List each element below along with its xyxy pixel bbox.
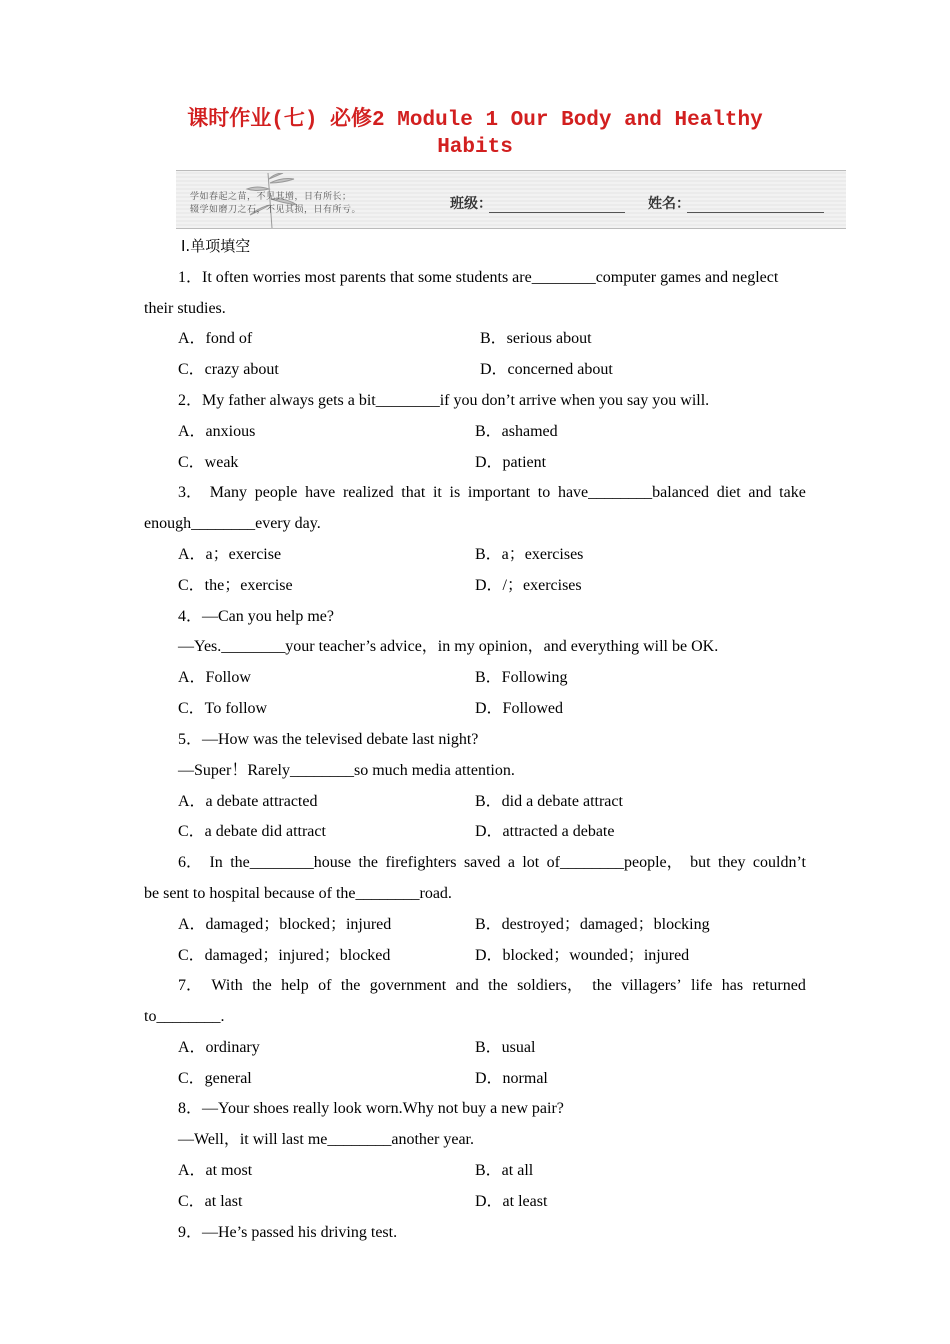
- stem-word: of: [318, 977, 332, 994]
- stem-word: important: [467, 484, 531, 501]
- option: C．at last: [178, 1193, 243, 1210]
- question-stem-justified: [178, 976, 806, 996]
- option: A．ordinary: [178, 1039, 260, 1056]
- banner-motto-line2: 辍学如磨刀之石，不见其损，日有所亏。: [190, 205, 362, 215]
- option: A．anxious: [178, 423, 256, 440]
- stem-word: couldn’t: [752, 854, 806, 871]
- stem-word: to: [537, 484, 551, 501]
- option: A．damaged；blocked；injured: [178, 916, 392, 933]
- banner-motto: [190, 191, 361, 217]
- banner-motto-line1: 学如春起之苗，不见其增，日有所长；: [190, 192, 352, 202]
- question-stem: —Well，it will last me________another year.: [178, 1131, 474, 1148]
- stem-word: people: [254, 484, 298, 501]
- option: A．Follow: [178, 669, 251, 686]
- stem-word: and: [455, 977, 479, 994]
- option: C．weak: [178, 454, 239, 471]
- question-stem: be sent to hospital because of the________road.: [144, 885, 452, 902]
- name-label: 姓名：: [648, 196, 690, 212]
- option: B．ashamed: [475, 423, 558, 440]
- stem-word: 6．: [178, 854, 203, 871]
- stem-word: life: [691, 977, 713, 994]
- stem-word: diet: [716, 484, 741, 501]
- stem-word: the: [252, 977, 272, 994]
- stem-word: soldiers，: [517, 977, 583, 994]
- section-heading: Ⅰ.单项填空: [181, 237, 251, 255]
- stem-word: that: [401, 484, 426, 501]
- question-stem: enough________every day.: [144, 515, 321, 532]
- question-stem: 4．—Can you help me?: [178, 608, 334, 625]
- name-field[interactable]: [687, 212, 824, 213]
- stem-word: has: [721, 977, 744, 994]
- stem-word: saved: [463, 854, 501, 871]
- question-stem: 9．—He’s passed his driving test.: [178, 1224, 398, 1241]
- option: B．at all: [475, 1162, 534, 1179]
- question-stem: 5．—How was the televised debate last night?: [178, 731, 479, 748]
- option: B．a；exercises: [475, 546, 584, 563]
- option: D．blocked；wounded；injured: [475, 947, 690, 964]
- stem-word: but: [690, 854, 711, 871]
- question-stem: to________.: [144, 1008, 225, 1025]
- option: A．fond of: [178, 330, 253, 347]
- question-stem-justified: [178, 853, 806, 873]
- option: B．usual: [475, 1039, 536, 1056]
- option: B．did a debate attract: [475, 793, 623, 810]
- option: C．a debate did attract: [178, 823, 326, 840]
- stem-word: is: [449, 484, 461, 501]
- stem-word: 7．: [178, 977, 203, 994]
- question-stem: 8．—Your shoes really look worn.Why not buy a new pair?: [178, 1100, 564, 1117]
- question-stem: 1．It often worries most parents that some students are________computer games and neglect: [178, 269, 779, 286]
- question-stem: their studies.: [144, 300, 226, 317]
- option: A．at most: [178, 1162, 253, 1179]
- option: D．at least: [475, 1193, 548, 1210]
- option: D．patient: [475, 454, 547, 471]
- page-title-line1: 课时作业(七) 必修2 Module 1 Our Body and Healthy: [187, 109, 763, 132]
- stem-word: it: [432, 484, 442, 501]
- option: B．destroyed；damaged；blocking: [475, 916, 710, 933]
- stem-word: In: [209, 854, 223, 871]
- stem-word: realized: [342, 484, 394, 501]
- stem-word: help: [281, 977, 309, 994]
- stem-word: have________balanced: [557, 484, 709, 501]
- stem-word: Many: [209, 484, 248, 501]
- question-stem: 2．My father always gets a bit________if you don’t arrive when you say you will.: [178, 392, 710, 409]
- question-stem: —Yes.________your teacher’s advice，in my opinion，and everything will be OK.: [178, 638, 719, 655]
- option: D．normal: [475, 1070, 548, 1087]
- question-stem: —Super！Rarely________so much media attention.: [178, 762, 515, 779]
- stem-word: the________house: [230, 854, 352, 871]
- option: A．a debate attracted: [178, 793, 318, 810]
- stem-word: government: [369, 977, 447, 994]
- question-stem-justified: [178, 483, 806, 503]
- option: C．general: [178, 1070, 252, 1087]
- class-label: 班级：: [450, 196, 492, 212]
- option: C．damaged；injured；blocked: [178, 947, 391, 964]
- stem-word: the: [340, 977, 361, 994]
- option: A．a；exercise: [178, 546, 282, 563]
- option: D．concerned about: [480, 361, 613, 378]
- stem-word: the: [358, 854, 379, 871]
- stem-word: have: [305, 484, 336, 501]
- option: C．crazy about: [178, 361, 279, 378]
- option: D．Followed: [475, 700, 564, 717]
- stem-word: and: [748, 484, 772, 501]
- stem-word: the: [592, 977, 612, 994]
- page-title-line2: Habits: [437, 136, 513, 159]
- class-field[interactable]: [489, 212, 625, 213]
- stem-word: returned: [752, 977, 806, 994]
- option: D．attracted a debate: [475, 823, 615, 840]
- header-banner: [176, 170, 846, 229]
- stem-word: villagers’: [621, 977, 682, 994]
- stem-word: of________people，: [546, 854, 683, 871]
- option: C．the；exercise: [178, 577, 293, 594]
- option: B．Following: [475, 669, 568, 686]
- stem-word: firefighters: [385, 854, 457, 871]
- option: C．To follow: [178, 700, 268, 717]
- stem-word: lot: [522, 854, 540, 871]
- stem-word: take: [779, 484, 806, 501]
- stem-word: a: [507, 854, 515, 871]
- stem-word: the: [488, 977, 508, 994]
- stem-word: 3．: [178, 484, 203, 501]
- stem-word: they: [717, 854, 746, 871]
- stem-word: With: [211, 977, 243, 994]
- option: B．serious about: [480, 330, 592, 347]
- option: D．/；exercises: [475, 577, 582, 594]
